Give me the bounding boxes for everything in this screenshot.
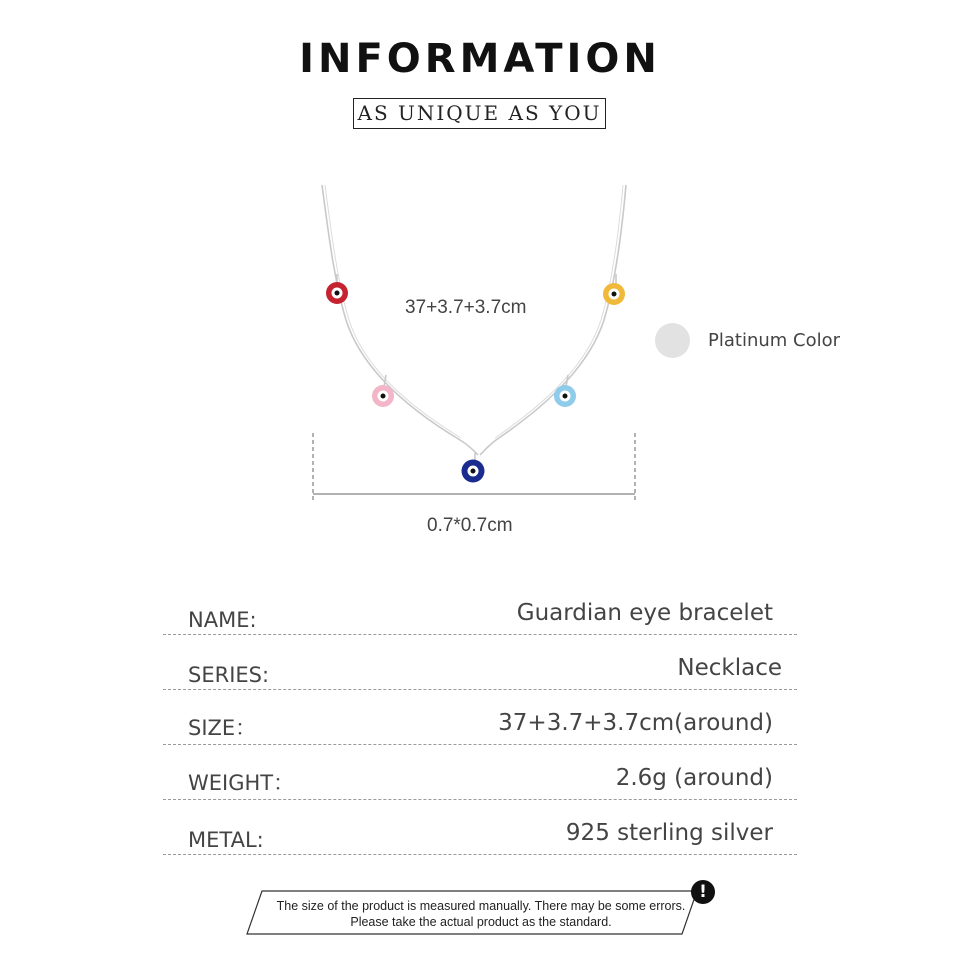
spec-row-size	[163, 690, 797, 745]
length-measurement-label: 37+3.7+3.7cm	[405, 297, 527, 318]
notice-text	[246, 898, 716, 930]
spec-value: 2.6g (around)	[615, 765, 773, 791]
spec-row-name	[163, 580, 797, 635]
notice-line-1: The size of the product is measured manually. There may be some errors.	[276, 899, 686, 913]
yellow-eye-charm	[603, 283, 625, 305]
spec-row-series	[163, 635, 797, 690]
spec-value: Guardian eye bracelet	[516, 600, 773, 626]
color-swatch	[655, 323, 690, 358]
spec-key: SIZE：	[188, 716, 257, 740]
necklace-image	[300, 170, 660, 550]
page-title: INFORMATION	[299, 36, 661, 82]
notice-line-2: Please take the actual product as the standard.	[350, 915, 612, 929]
spec-key: METAL:	[188, 828, 264, 852]
spec-value: 925 sterling silver	[565, 820, 773, 846]
navy-eye-charm	[462, 460, 485, 483]
spec-table	[163, 580, 797, 855]
blue-eye-charm	[554, 385, 576, 407]
exclamation-icon: !	[691, 880, 715, 904]
pendant-measurement-label: 0.7*0.7cm	[427, 515, 513, 536]
pink-eye-charm	[372, 385, 394, 407]
spec-row-metal	[163, 800, 797, 855]
spec-key: SERIES:	[188, 663, 270, 687]
subtitle-tagline: AS UNIQUE AS YOU	[353, 98, 606, 129]
spec-row-weight	[163, 745, 797, 800]
spec-key: NAME:	[188, 608, 257, 632]
color-swatch-label: Platinum Color	[708, 330, 841, 351]
spec-value: 37+3.7+3.7cm(around)	[498, 710, 773, 736]
measurement-notice	[246, 890, 698, 935]
red-eye-charm	[326, 282, 348, 304]
spec-value: Necklace	[677, 655, 782, 681]
spec-key: WEIGHT：	[188, 771, 295, 795]
